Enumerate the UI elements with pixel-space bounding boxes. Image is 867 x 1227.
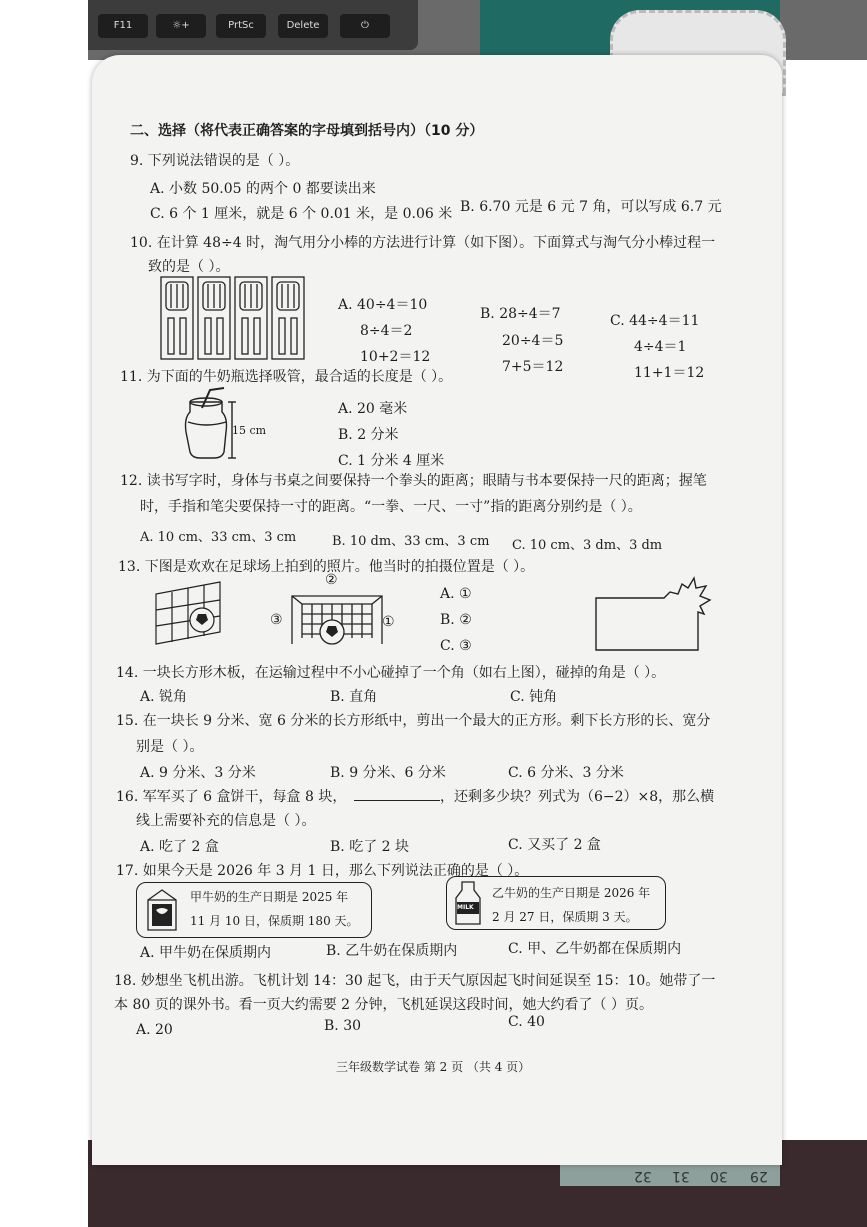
page-footer: 三年级数学试卷 第 2 页 （共 4 页） xyxy=(336,1060,531,1074)
q14-option-a: A. 锐角 xyxy=(140,689,188,705)
milk-bottle-icon xyxy=(454,880,482,926)
key-power: ⏻ xyxy=(340,14,390,38)
ruler-number: 29 xyxy=(750,1168,768,1184)
q10-stem-line1: 10. 在计算 48÷4 时，淘气用分小棒的方法进行计算（如下图）。下面算式与淘气分小棒过程一 xyxy=(130,235,716,251)
q12-stem-line1: 12. 读书写字时，身体与书桌之间要保持一个拳头的距离；眼睛与书本要保持一尺的距离；握笔 xyxy=(120,473,707,489)
q18-option-a: A. 20 xyxy=(136,1022,173,1038)
q15-option-c: C. 6 分米、3 分米 xyxy=(508,765,624,781)
q18-option-c: C. 40 xyxy=(508,1014,545,1030)
q10-b-line3: 7+5＝12 xyxy=(502,359,564,375)
q15-stem-line2: 别是（ ）。 xyxy=(136,739,204,755)
q15-option-a: A. 9 分米、3 分米 xyxy=(140,765,256,781)
ruler-number: 31 xyxy=(672,1168,690,1184)
q13-stem: 13. 下图是欢欢在足球场上拍到的照片。他当时的拍摄位置是（ ）。 xyxy=(118,559,535,575)
q10-c-line2: 4÷4＝1 xyxy=(634,339,687,355)
q14-stem: 14. 一块长方形木板，在运输过程中不小心碰掉了一个角（如右上图），碰掉的角是（ ）。 xyxy=(116,665,666,681)
q18-option-b: B. 30 xyxy=(324,1018,362,1034)
q10-a-line2: 8÷4＝2 xyxy=(360,323,413,339)
key-brightness: ☼+ xyxy=(156,14,206,38)
sticks-figure xyxy=(160,276,310,360)
key-delete: Delete xyxy=(278,14,328,38)
q12-option-a: A. 10 cm、33 cm、3 cm xyxy=(140,530,297,545)
q12-option-c: C. 10 cm、3 dm、3 dm xyxy=(512,538,663,553)
q17-option-a: A. 甲牛奶在保质期内 xyxy=(140,945,272,961)
q9-option-c: C. 6 个 1 厘米，就是 6 个 0.01 米，是 0.06 米 xyxy=(150,206,453,222)
key-f11: F11 xyxy=(98,14,148,38)
q18-stem-line2: 本 80 页的课外书。看一页大约需要 2 分钟，飞机延误这段时间，她大约看了（ ）页。 xyxy=(114,997,653,1013)
q17-stem: 17. 如果今天是 2026 年 3 月 1 日，那么下列说法正确的是（ ）。 xyxy=(116,863,529,879)
position-1-label: ① xyxy=(382,614,395,630)
q13-option-b: B. ② xyxy=(440,612,472,628)
milk-a-line1: 甲牛奶的生产日期是 2025 年 xyxy=(190,890,349,904)
q12-stem-line2: 时，手指和笔尖要保持一寸的距离。“一拳、一尺、一寸”指的距离分别约是（ ）。 xyxy=(140,499,642,515)
q16-stem-part1: 16. 军军买了 6 盒饼干，每盒 8 块， xyxy=(116,789,347,805)
milk-b-line1: 乙牛奶的生产日期是 2026 年 xyxy=(492,886,651,900)
q11-option-c: C. 1 分米 4 厘米 xyxy=(338,453,445,469)
q17-option-b: B. 乙牛奶在保质期内 xyxy=(326,943,458,959)
milk-a-line2: 11 月 10 日，保质期 180 天。 xyxy=(190,914,359,928)
q16-stem-line2: 线上需要补充的信息是（ ）。 xyxy=(136,813,316,829)
q18-stem-line1: 18. 妙想坐飞机出游。飞机计划 14：30 起飞，由于天气原因起飞时间延误至 15：10。她带了一 xyxy=(114,973,716,989)
q16-stem-part2: ，还剩多少块？列式为（6−2）×8，那么横 xyxy=(440,789,715,805)
ruler-number: 30 xyxy=(710,1168,728,1184)
q10-b-line1: B. 28÷4＝7 xyxy=(480,306,561,322)
q16-option-c: C. 又买了 2 盒 xyxy=(508,837,601,853)
q16-option-b: B. 吃了 2 块 xyxy=(330,839,409,855)
q9-option-b: B. 6.70 元是 6 元 7 角，可以写成 6.7 元 xyxy=(460,199,722,215)
q9-stem: 9. 下列说法错误的是（ ）。 xyxy=(130,153,300,169)
ruler-number: 32 xyxy=(634,1168,652,1184)
q10-c-line3: 11+1＝12 xyxy=(634,365,705,381)
q11-stem: 11. 为下面的牛奶瓶选择吸管，最合适的长度是（ ）。 xyxy=(120,369,453,385)
keyboard xyxy=(88,0,418,50)
milk-b-line2: 2 月 27 日，保质期 3 天。 xyxy=(492,910,638,924)
q13-option-c: C. ③ xyxy=(440,638,472,654)
milk-bottle-figure xyxy=(180,388,240,460)
q10-b-line2: 20÷4＝5 xyxy=(502,333,564,349)
q10-a-line1: A. 40÷4＝10 xyxy=(338,297,428,313)
q11-option-b: B. 2 分米 xyxy=(338,427,399,443)
goal-photo-figure xyxy=(150,580,230,646)
q15-option-b: B. 9 分米、6 分米 xyxy=(330,765,446,781)
milk-label: MILK xyxy=(457,904,474,911)
broken-board-figure xyxy=(594,574,718,654)
q10-c-line1: C. 44÷4＝11 xyxy=(610,313,700,329)
q14-option-b: B. 直角 xyxy=(330,689,378,705)
q10-a-line3: 10+2＝12 xyxy=(360,349,431,365)
q16-answer-line xyxy=(354,800,440,801)
q14-option-c: C. 钝角 xyxy=(510,689,558,705)
q16-option-a: A. 吃了 2 盒 xyxy=(140,839,219,855)
q10-stem-line2: 致的是（ ）。 xyxy=(148,259,230,275)
q9-option-a: A. 小数 50.05 的两个 0 都要读出来 xyxy=(150,181,376,197)
position-2-label: ② xyxy=(325,572,338,588)
goal-positions-figure xyxy=(288,590,388,646)
position-3-label: ③ xyxy=(270,612,283,628)
q17-option-c: C. 甲、乙牛奶都在保质期内 xyxy=(508,941,682,957)
q12-option-b: B. 10 dm、33 cm、3 cm xyxy=(332,534,490,549)
q11-option-a: A. 20 毫米 xyxy=(338,401,408,417)
key-prtsc: PrtSc xyxy=(216,14,266,38)
q15-stem-line1: 15. 在一块长 9 分米、宽 6 分米的长方形纸中，剪出一个最大的正方形。剩下长方形的长、宽分 xyxy=(116,713,711,729)
milk-carton-icon xyxy=(144,888,180,932)
section-title: 二、选择（将代表正确答案的字母填到括号内）（10 分） xyxy=(130,123,484,139)
q13-option-a: A. ① xyxy=(440,586,472,602)
bottle-height-label: 15 cm xyxy=(232,424,267,437)
